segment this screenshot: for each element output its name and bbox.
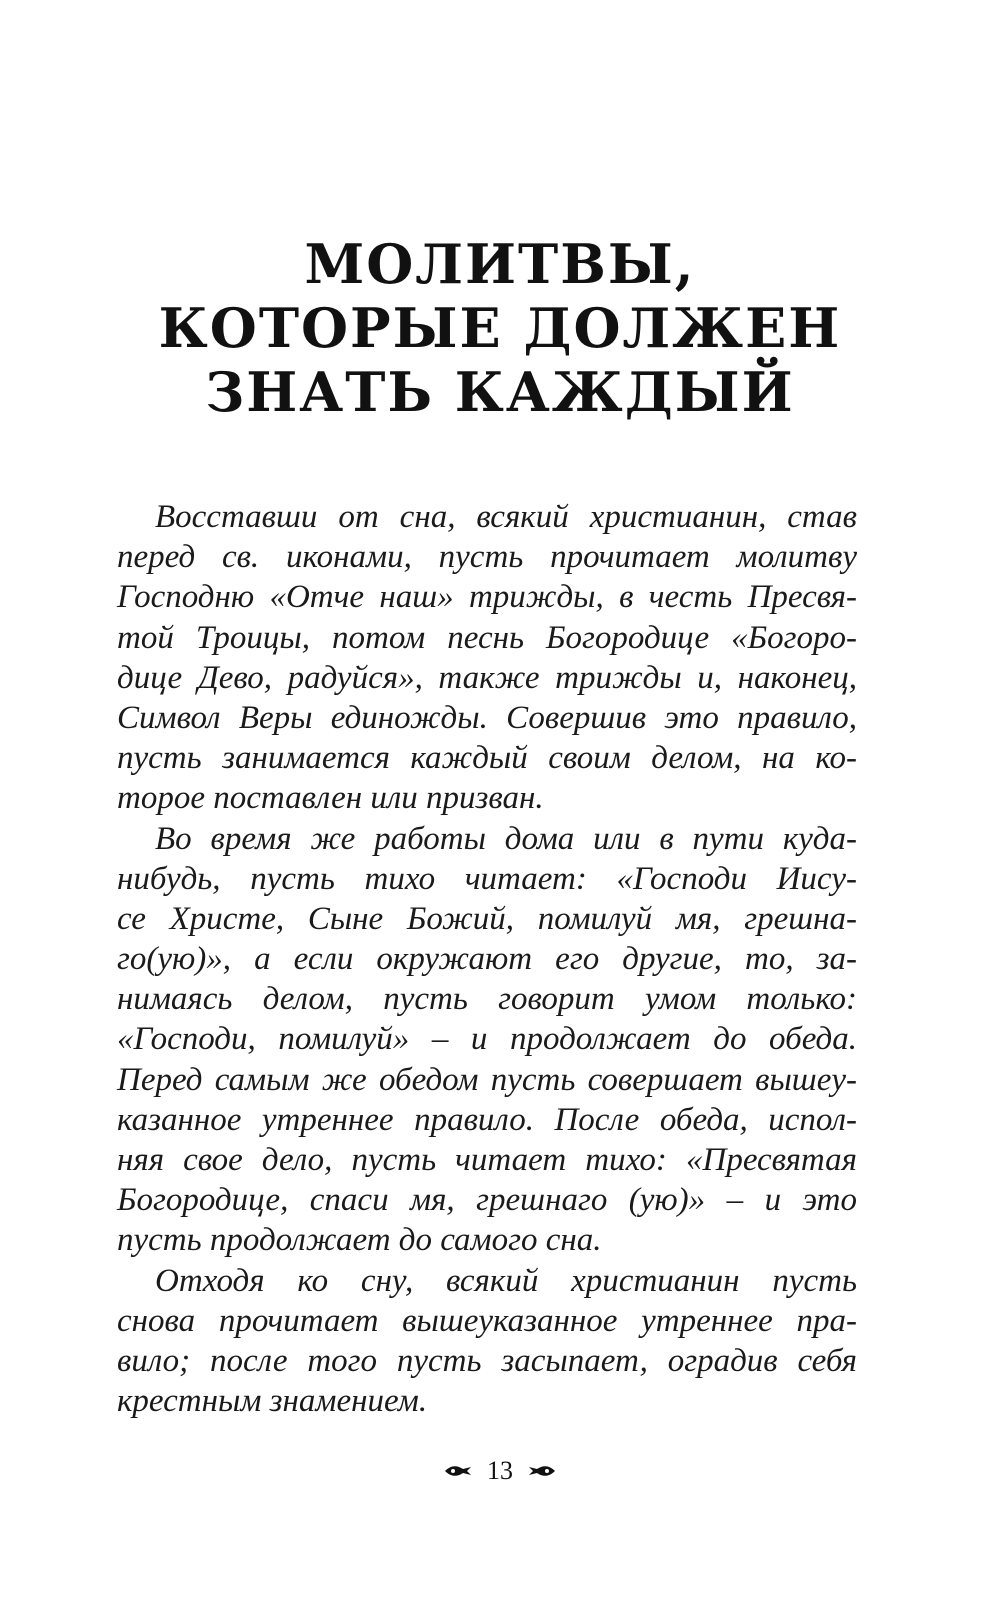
page-footer (0, 1456, 1000, 1486)
page-title (0, 232, 1000, 424)
text-line: го(ую)», а если окружают его другие, то, за- (117, 941, 857, 978)
text-line: Господню «Отче наш» трижды, в честь Пресвя- (117, 579, 857, 616)
text-line: се Христе, Сыне Божий, помилуй мя, грешна- (117, 900, 857, 937)
text-line: пусть продолжает до самого сна. (117, 1222, 602, 1259)
text-line: няя свое дело, пусть читает тихо: «Пресвятая (117, 1142, 857, 1178)
text-line: Символ Веры единожды. Совершив это правило, (117, 699, 857, 736)
text-line: вило; после того пусть засыпает, оградив себя (117, 1342, 857, 1379)
text-line: Отходя ко сну, всякий христианин пусть (155, 1262, 857, 1299)
text-line: нибудь, пусть тихо читает: «Господи Иису- (117, 860, 857, 897)
text-line: казанное утреннее правило. После обеда, испол- (117, 1101, 857, 1138)
text-line: дице Дево, радуйся», также трижды и, наконец, (117, 659, 857, 696)
text-line: торое поставлен или призван. (117, 780, 544, 817)
title-line: КОТОРЫЕ ДОЛЖЕН (158, 296, 842, 360)
text-line: той Троицы, потом песнь Богородице «Богоро- (117, 619, 857, 656)
text-line: Перед самым же обедом пусть совершает вышеу- (117, 1061, 857, 1098)
text-line: снова прочитает вышеуказанное утреннее пра- (117, 1302, 857, 1339)
text-line: Богородице, спаси мя, грешнаго (ую)» – и это (117, 1182, 857, 1219)
text-line: крестным знамением. (117, 1383, 428, 1420)
ornament-right-icon (527, 1463, 557, 1479)
title-line: МОЛИТВЫ, (304, 232, 696, 296)
title-line: ЗНАТЬ КАЖДЫЙ (205, 360, 795, 424)
text-line: Во время же работы дома или в пути куда- (155, 820, 857, 857)
text-line: перед св. иконами, пусть прочитает молитву (117, 539, 857, 576)
text-line: пусть занимается каждый своим делом, на ко- (117, 740, 857, 777)
ornament-left-icon (443, 1463, 473, 1479)
page-number: 13 (487, 1456, 513, 1485)
text-line: «Господи, помилуй» – и продолжает до обеда. (117, 1021, 857, 1058)
body-text (117, 497, 857, 1421)
text-line: нимаясь делом, пусть говорит умом только: (117, 981, 857, 1018)
text-line: Восставши от сна, всякий христианин, став (155, 499, 857, 535)
